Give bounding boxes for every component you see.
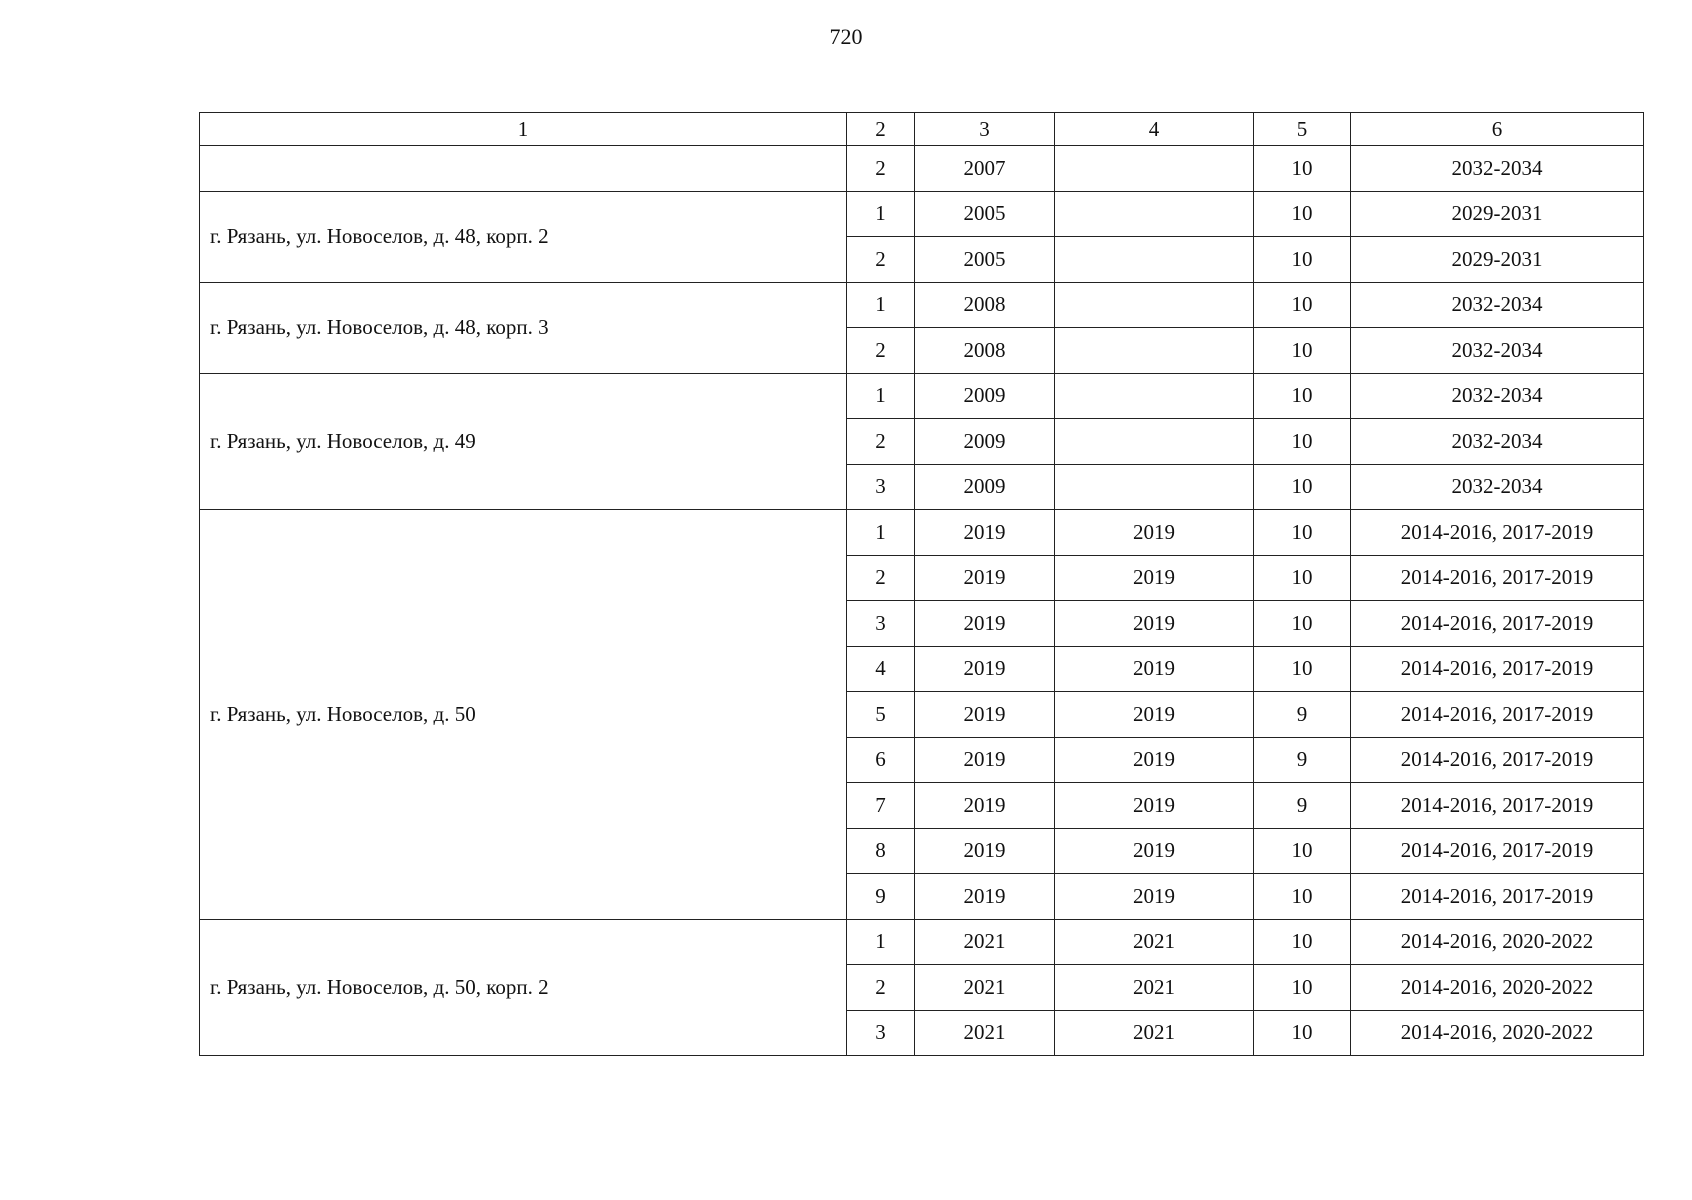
table-cell-c3: 2021 — [915, 965, 1055, 1011]
table-cell-c4: 2019 — [1055, 692, 1254, 738]
table-cell-c5: 10 — [1254, 510, 1351, 556]
table-cell-c3: 2008 — [915, 328, 1055, 374]
table-cell-c4 — [1055, 191, 1254, 237]
table-cell-c3: 2019 — [915, 692, 1055, 738]
table-cell-c5: 10 — [1254, 191, 1351, 237]
table-cell-c2: 2 — [847, 328, 915, 374]
table-cell-c4: 2019 — [1055, 646, 1254, 692]
table-cell-c2: 3 — [847, 1010, 915, 1056]
table-cell-c5: 10 — [1254, 601, 1351, 647]
table-cell-c2: 2 — [847, 237, 915, 283]
table-cell-c5: 10 — [1254, 328, 1351, 374]
table-cell-c2: 4 — [847, 646, 915, 692]
table-cell-c3: 2005 — [915, 237, 1055, 283]
table-cell-c6: 2014-2016, 2017-2019 — [1351, 646, 1644, 692]
table-cell-c3: 2008 — [915, 282, 1055, 328]
table-row — [200, 191, 1644, 237]
table-cell-c3: 2019 — [915, 828, 1055, 874]
table-cell-c2: 2 — [847, 146, 915, 192]
table-cell-c2: 1 — [847, 373, 915, 419]
table-cell-c6: 2014-2016, 2017-2019 — [1351, 692, 1644, 738]
table-row — [200, 146, 1644, 192]
table-cell-c5: 10 — [1254, 146, 1351, 192]
table-cell-c2: 2 — [847, 965, 915, 1011]
table-cell-c6: 2014-2016, 2017-2019 — [1351, 737, 1644, 783]
table-cell-c3: 2009 — [915, 464, 1055, 510]
table-row — [200, 510, 1644, 556]
table-cell-c6: 2032-2034 — [1351, 464, 1644, 510]
table-cell-c6: 2014-2016, 2017-2019 — [1351, 828, 1644, 874]
table-cell-c2: 2 — [847, 555, 915, 601]
table-cell-c2: 1 — [847, 282, 915, 328]
table-cell-c3: 2019 — [915, 555, 1055, 601]
table-cell-c5: 10 — [1254, 464, 1351, 510]
table-cell-c5: 9 — [1254, 783, 1351, 829]
table-cell-c5: 10 — [1254, 646, 1351, 692]
table-cell-c5: 10 — [1254, 419, 1351, 465]
table-cell-c4: 2021 — [1055, 919, 1254, 965]
table-cell-c5: 10 — [1254, 874, 1351, 920]
data-table — [199, 112, 1644, 1056]
table-cell-c4 — [1055, 146, 1254, 192]
table-cell-c3: 2019 — [915, 737, 1055, 783]
table-cell-c2: 9 — [847, 874, 915, 920]
address-cell: г. Рязань, ул. Новоселов, д. 48, корп. 3 — [200, 282, 847, 373]
page-number: 720 — [829, 24, 863, 49]
header-row — [200, 113, 1644, 146]
table-cell-c6: 2014-2016, 2020-2022 — [1351, 1010, 1644, 1056]
table-cell-c6: 2014-2016, 2020-2022 — [1351, 919, 1644, 965]
table-body — [200, 146, 1644, 1056]
address-cell: г. Рязань, ул. Новоселов, д. 50, корп. 2 — [200, 919, 847, 1056]
table-cell-c5: 10 — [1254, 237, 1351, 283]
column-header: 2 — [847, 113, 915, 146]
table-cell-c5: 9 — [1254, 737, 1351, 783]
table-cell-c4: 2019 — [1055, 601, 1254, 647]
address-cell: г. Рязань, ул. Новоселов, д. 50 — [200, 510, 847, 920]
table-cell-c4 — [1055, 282, 1254, 328]
table-cell-c3: 2021 — [915, 919, 1055, 965]
address-cell — [200, 146, 847, 192]
table-cell-c6: 2014-2016, 2017-2019 — [1351, 874, 1644, 920]
table-cell-c4 — [1055, 419, 1254, 465]
table-cell-c4 — [1055, 373, 1254, 419]
table-cell-c6: 2029-2031 — [1351, 191, 1644, 237]
table-cell-c3: 2019 — [915, 510, 1055, 556]
table-cell-c4: 2019 — [1055, 737, 1254, 783]
table-cell-c2: 2 — [847, 419, 915, 465]
table-cell-c4 — [1055, 464, 1254, 510]
table-cell-c5: 10 — [1254, 828, 1351, 874]
table-row — [200, 282, 1644, 328]
table-cell-c6: 2014-2016, 2017-2019 — [1351, 783, 1644, 829]
table-cell-c4: 2019 — [1055, 510, 1254, 556]
table-cell-c4: 2019 — [1055, 874, 1254, 920]
table-cell-c6: 2032-2034 — [1351, 282, 1644, 328]
table-cell-c6: 2032-2034 — [1351, 146, 1644, 192]
table-cell-c5: 10 — [1254, 555, 1351, 601]
table-cell-c4: 2019 — [1055, 783, 1254, 829]
table-cell-c6: 2032-2034 — [1351, 373, 1644, 419]
table-cell-c2: 1 — [847, 191, 915, 237]
table-cell-c2: 7 — [847, 783, 915, 829]
column-header: 3 — [915, 113, 1055, 146]
table-cell-c6: 2014-2016, 2017-2019 — [1351, 601, 1644, 647]
table-cell-c6: 2032-2034 — [1351, 328, 1644, 374]
table-cell-c6: 2014-2016, 2017-2019 — [1351, 555, 1644, 601]
table-cell-c6: 2014-2016, 2017-2019 — [1351, 510, 1644, 556]
table-cell-c2: 3 — [847, 601, 915, 647]
address-cell: г. Рязань, ул. Новоселов, д. 48, корп. 2 — [200, 191, 847, 282]
table-cell-c2: 6 — [847, 737, 915, 783]
table-cell-c5: 10 — [1254, 282, 1351, 328]
table-cell-c6: 2032-2034 — [1351, 419, 1644, 465]
table-row — [200, 919, 1644, 965]
table-row — [200, 373, 1644, 419]
table-cell-c3: 2005 — [915, 191, 1055, 237]
table-cell-c4 — [1055, 328, 1254, 374]
column-header: 4 — [1055, 113, 1254, 146]
table-cell-c5: 10 — [1254, 919, 1351, 965]
table-cell-c5: 9 — [1254, 692, 1351, 738]
table-cell-c5: 10 — [1254, 1010, 1351, 1056]
column-header: 5 — [1254, 113, 1351, 146]
column-header: 1 — [200, 113, 847, 146]
table-cell-c6: 2029-2031 — [1351, 237, 1644, 283]
table-cell-c3: 2019 — [915, 601, 1055, 647]
table-cell-c3: 2009 — [915, 373, 1055, 419]
table-cell-c3: 2009 — [915, 419, 1055, 465]
address-cell: г. Рязань, ул. Новоселов, д. 49 — [200, 373, 847, 510]
table-cell-c3: 2007 — [915, 146, 1055, 192]
column-header: 6 — [1351, 113, 1644, 146]
table-cell-c3: 2019 — [915, 874, 1055, 920]
table-cell-c5: 10 — [1254, 373, 1351, 419]
table-cell-c4: 2019 — [1055, 555, 1254, 601]
table-cell-c3: 2019 — [915, 646, 1055, 692]
table-cell-c4: 2021 — [1055, 965, 1254, 1011]
table-cell-c2: 3 — [847, 464, 915, 510]
table-cell-c4: 2019 — [1055, 828, 1254, 874]
table-cell-c4 — [1055, 237, 1254, 283]
table-cell-c2: 1 — [847, 919, 915, 965]
table-cell-c3: 2021 — [915, 1010, 1055, 1056]
table-cell-c3: 2019 — [915, 783, 1055, 829]
table-cell-c2: 1 — [847, 510, 915, 556]
table-cell-c2: 5 — [847, 692, 915, 738]
table-cell-c5: 10 — [1254, 965, 1351, 1011]
table-cell-c4: 2021 — [1055, 1010, 1254, 1056]
table-cell-c2: 8 — [847, 828, 915, 874]
table-cell-c6: 2014-2016, 2020-2022 — [1351, 965, 1644, 1011]
